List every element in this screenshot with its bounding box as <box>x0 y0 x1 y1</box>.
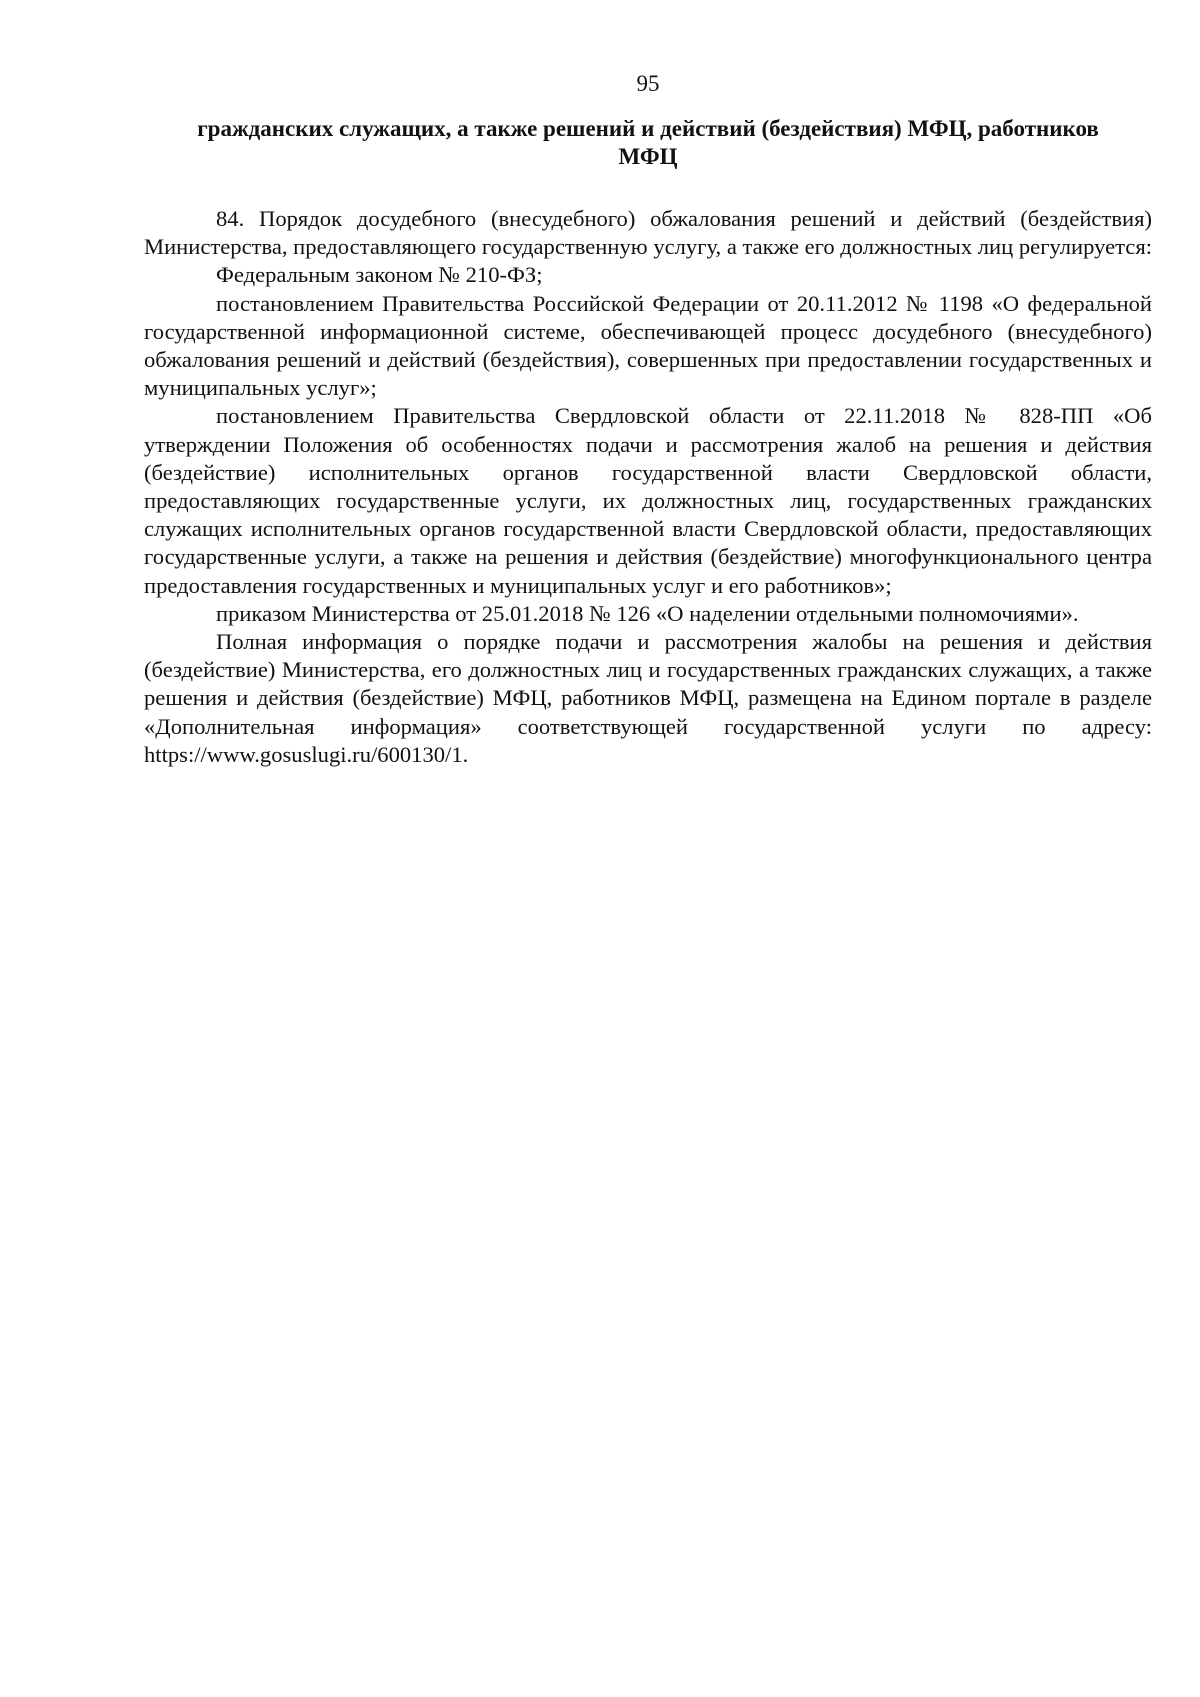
paragraph-84-intro: 84. Порядок досудебного (внесудебного) обжалования решений и действий (бездействия) Министерства, предоставляющего государственную услугу, а также его должностных лиц регулируется: <box>144 206 1153 260</box>
paragraph-ministry-order: приказом Министерства от 25.01.2018 № 126 «О наделении отдельными полномочиями». <box>216 600 1079 626</box>
section-heading-line-1: гражданских служащих, а также решений и действий (бездействия) МФЦ, работников <box>197 116 1099 141</box>
paragraph-government-decree-sverdlovsk: постановлением Правительства Свердловской области от 22.11.2018 № 828-ПП «Об утверждении Положения об особенностях подачи и рассмотрения жалоб на решения и действия (бездействие) исполнительных органов государственной власти Свердловской области, предоставляющих государственные услуги, их должностных лиц, государственных гражданских служащих исполнительных органов государственной власти Свердловской области, предоставляющих государственные услуги, а также на решения и действия (бездействие) многофункционального центра предоставления государственных и муниципальных услуг и его работников»; <box>144 403 1152 598</box>
section-heading <box>144 115 1152 171</box>
section-heading-line-2: МФЦ <box>618 144 678 169</box>
paragraph-government-decree-rf: постановлением Правительства Российской Федерации от 20.11.2012 № 1198 «О федеральной государственной информационной системе, обеспечивающей процесс досудебного (внесудебного) обжалования решений и действий (бездействия), совершенных при предоставлении государственных и муниципальных услуг»; <box>144 290 1152 401</box>
body-text <box>144 205 1152 769</box>
paragraph-federal-law: Федеральным законом № 210-ФЗ; <box>216 262 543 288</box>
paragraph-full-information: Полная информация о порядке подачи и рассмотрения жалобы на решения и действия (бездействие) Министерства, его должностных лиц и государственных гражданских служащих, а также решения и действия (бездействие) МФЦ, работников МФЦ, размещена на Едином портале в разделе «Дополнительная информация» соответствующей государственной услуги по адресу: https://www.gosuslugi.ru/600130/1. <box>144 629 1152 767</box>
page-number: 95 <box>636 71 660 96</box>
